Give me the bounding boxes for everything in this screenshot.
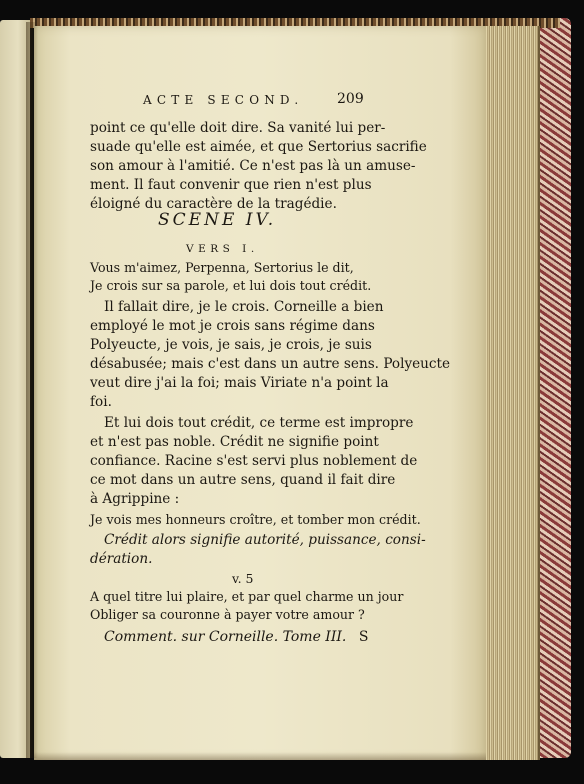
paragraph-3-line: ce mot dans un autre sens, quand il fait dire [90, 472, 396, 488]
paragraph-2-line: veut dire j'ai la foi; mais Viriate n'a point la [90, 375, 389, 391]
paragraph-3-line: et n'est pas noble. Crédit ne signifie point [90, 434, 379, 450]
paragraph-2-line: Il fallait dire, je le crois. Corneille a bien [104, 299, 384, 315]
paragraph-2-line: employé le mot je crois sans régime dans [90, 318, 375, 334]
paragraph-2-line: foi. [90, 394, 112, 410]
running-head: ACTE SECOND. [143, 93, 304, 107]
book-page [34, 26, 486, 760]
verse-quote-line: Je vois mes honneurs croître, et tomber mon crédit. [90, 512, 421, 527]
paragraph-1-line: point ce qu'elle doit dire. Sa vanité lui per- [90, 120, 386, 136]
verse-label: VERS I. [186, 243, 259, 255]
paragraph-2-line: Polyeucte, je vois, je sais, je crois, je suis [90, 337, 372, 353]
paragraph-1-line: éloigné du caractère de la tragédie. [90, 196, 337, 212]
page-block-edges [480, 26, 540, 760]
paragraph-3-line: Et lui dois tout crédit, ce terme est impropre [104, 415, 414, 431]
paragraph-3-line: à Agrippine : [90, 491, 180, 507]
paragraph-3-line: confiance. Racine s'est servi plus noblement de [90, 453, 418, 469]
footer-signature: Comment. sur Corneille. Tome III. [104, 629, 347, 645]
page-number: 209 [337, 91, 364, 107]
page-bottom-shade [34, 752, 486, 760]
paragraph-4-line: dération. [90, 551, 153, 567]
verse-label: v. 5 [232, 571, 254, 586]
footer-signature-line [104, 630, 368, 644]
paragraph-1-line: son amour à l'amitié. Ce n'est pas là un amuse- [90, 158, 416, 174]
gutter-shadow [26, 22, 38, 758]
paragraph-4-line: Crédit alors signifie autorité, puissance, consi- [104, 532, 426, 548]
signature-mark: S [358, 629, 369, 645]
section-title: SCENE IV. [158, 210, 277, 230]
verse-quote-line: Vous m'aimez, Perpenna, Sertorius le dit, [90, 260, 354, 275]
verse-quote-line: Obliger sa couronne à payer votre amour ? [90, 607, 365, 622]
verse-quote-line: Je crois sur sa parole, et lui dois tout crédit. [90, 278, 372, 293]
paragraph-1-line: ment. Il faut convenir que rien n'est plus [90, 177, 372, 193]
paragraph-2-line: désabusée; mais c'est dans un autre sens. Polyeucte [90, 356, 451, 372]
paragraph-1-line: suade qu'elle est aimée, et que Sertorius sacrifie [90, 139, 427, 155]
verse-quote-line: A quel titre lui plaire, et par quel charme un jour [90, 589, 404, 604]
